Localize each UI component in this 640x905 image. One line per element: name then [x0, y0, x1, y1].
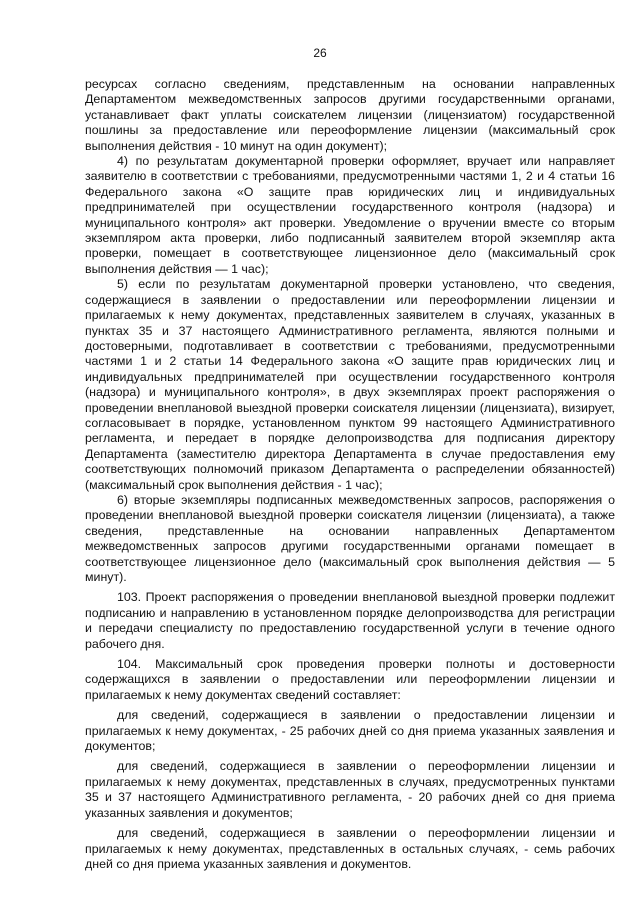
paragraph-104: 104. Максимальный срок проведения проверки полноты и достоверности содержащихся в заявлении о предоставлении или переоформлении лицензии и прилагаемых к нему документах сведений составляет:: [85, 657, 615, 702]
paragraph-103: 103. Проект распоряжения о проведении внеплановой выездной проверки подлежит подписанию и направлению в установленном порядке делопроизводства для регистрации и передачи специалисту по предоставлению государственной услуги в течение одного рабочего дня.: [85, 590, 615, 651]
paragraph-item-4: 4) по результатам документарной проверки оформляет, вручает или направляет заявителю в соответствии с требованиями, предусмотренными частями 1, 2 и 4 статьи 16 Федерального закона «О защите прав юридических лиц и индивидуальных предпринимателей при осуществлении государственного контроля (надзора) и муниципального контроля» акт проверки. Уведомление о вручении вместе со вторым экземпляром акта проверки, либо подписанный заявителем второй экземпляр акта проверки, помещает в соответствующее лицензионное дело (максимальный срок выполнения действия — 1 час);: [85, 154, 615, 276]
paragraph-104-issuance: для сведений, содержащиеся в заявлении о предоставлении лицензии и прилагаемых к нему документах, - 25 рабочих дней со дня приема указанных заявления и документов;: [85, 708, 615, 754]
paragraph-continuation: ресурсах согласно сведениям, представленным на основании направленных Департаментом межведомственных запросов другими государственными органами, устанавливает факт уплаты соискателем лицензии (лицензиатом) государственной пошлины за предоставление или переоформление лицензии (максимальный срок выполнения действия - 10 минут на один документ);: [85, 77, 615, 153]
paragraph-item-6: 6) вторые экземпляры подписанных межведомственных запросов, распоряжения о проведении внеплановой выездной проверки соискателя лицензии (лицензиата), а также сведения, представленные на основании направленных Департаментом межведомственных запросов другими государственными органами помещает в соответствующее лицензионное дело (максимальный срок выполнения действия — 5 минут).: [85, 492, 615, 584]
paragraph-104-reissuance-35-37: для сведений, содержащиеся в заявлении о переоформлении лицензии и прилагаемых к нему документах, представленных в случаях, предусмотренных пунктами 35 и 37 настоящего Административного регламента, - 20 рабочих дней со дня приема указанных заявления и документов;: [85, 759, 615, 820]
paragraph-104-reissuance-other: для сведений, содержащиеся в заявлении о переоформлении лицензии и прилагаемых к нему документах, представленных в остальных случаях, - семь рабочих дней со дня приема указанных заявления и документов.: [85, 826, 615, 871]
paragraph-item-5: 5) если по результатам документарной проверки установлено, что сведения, содержащиеся в заявлении о предоставлении или переоформлении лицензии и прилагаемых к нему документах, представленных заявителем в случаях, указанных в пунктах 35 и 37 настоящего Административного регламента, являются полными и достоверными, подготавливает в соответствии с требованиями, предусмотренными частями 1 и 2 статьи 14 Федерального закона «О защите прав юридических лиц и индивидуальных предпринимателей при осуществлении государственного контроля (надзора) и муниципального контроля», в двух экземплярах проект распоряжения о проведении внеплановой выездной проверки соискателя лицензии (лицензиата), визирует, согласовывает в порядке, установленном пунктом 99 настоящего Административного регламента, и передает в порядке делопроизводства для подписания директору Департамента (заместителю директора Департамента в случае предоставления ему соответствующих полномочий приказом Департамента о распределении обязанностей) (максимальный срок выполнения действия - 1 час);: [85, 277, 615, 492]
page-number: 26: [313, 46, 327, 60]
document-body: [85, 77, 615, 872]
